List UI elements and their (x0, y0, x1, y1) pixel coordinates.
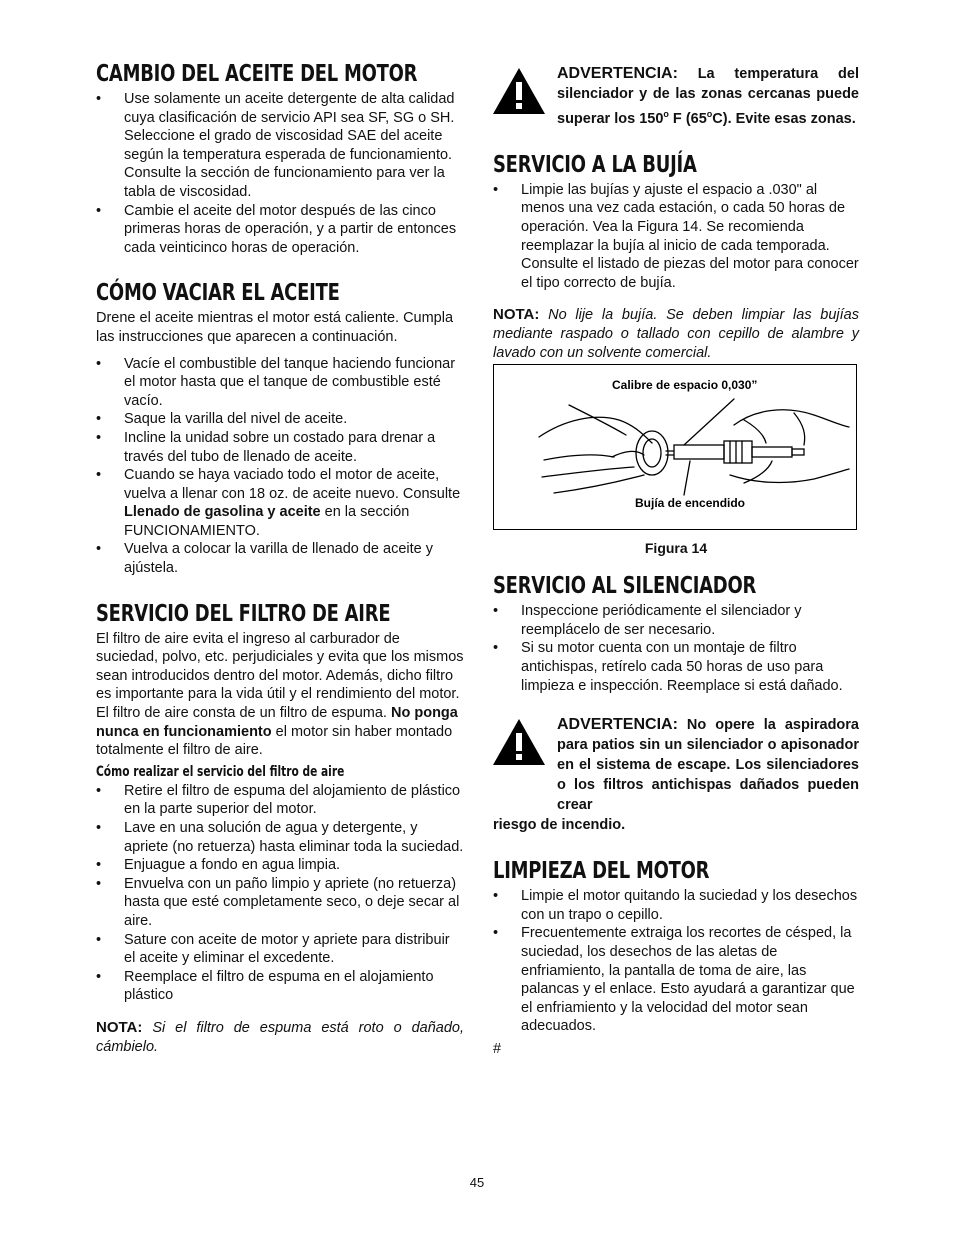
list-item: • Inspeccione periódicamente el silenciador y reemplácelo de ser necesario. (493, 602, 859, 639)
list-item: • Envuelva con un paño limpio y apriete (no retuerza) hasta que esté completamente seco, o deje secar al aire. (96, 875, 464, 931)
intro-text: el motor sin haber montado totalmente el filtro de aire. (96, 723, 453, 759)
muffler-list (493, 602, 859, 695)
subsection-title-air-filter-service: Cómo realizar el servicio del filtro de aire (96, 763, 345, 780)
warning-body: C). Evite esas zonas. (712, 110, 856, 127)
list-item: • Lave en una solución de agua y detergente, y apriete (no retuerza) hasta eliminar toda la suciedad. (96, 819, 464, 856)
degree-sup: o (663, 109, 669, 119)
section-title-spark-plug: SERVICIO A LA BUJÍA (493, 151, 697, 178)
warning-body: No opere la aspiradora para patios sin un silenciador o apisonador en el sistema de escape. Los silenciadores o los filtros antichispas dañados pueden crear (557, 717, 859, 814)
oil-change-list (96, 90, 464, 257)
section-title-engine-cleaning: LIMPIEZA DEL MOTOR (493, 858, 710, 885)
list-item: • Vuelva a colocar la varilla de llenado de aceite y ajústela. (96, 540, 464, 577)
list-item: • Limpie el motor quitando la suciedad y los desechos con un trapo o cepillo. (493, 887, 859, 924)
spark-plug-list (493, 181, 859, 293)
list-item: • Enjuague a fondo en agua limpia. (96, 856, 464, 875)
section-title-muffler: SERVICIO AL SILENCIADOR (493, 573, 757, 600)
drain-oil-list (96, 355, 464, 578)
hash-mark: # (493, 1040, 502, 1057)
degree-sup: o (706, 109, 713, 119)
warning-label: ADVERTENCIA: (557, 716, 678, 734)
note-label: NOTA: (493, 306, 540, 324)
warning-text (493, 715, 859, 815)
list-item (96, 466, 464, 540)
air-filter-note (96, 1019, 464, 1056)
list-item: • Reemplace el filtro de espuma en el alojamiento plástico (96, 968, 464, 1005)
list-item-text: Cuando se haya vaciado todo el motor de aceite, vuelva a llenar con 18 oz. de aceite nuevo. Consulte (124, 467, 461, 502)
spark-plug-gauge-illustration (494, 365, 856, 529)
list-item: • Si su motor cuenta con un montaje de filtro antichispas, retírelo cada 50 horas de uso para limpieza e inspección. Reemplace si está dañado. (493, 639, 859, 695)
warning-text (493, 64, 859, 129)
intro-text: El filtro de aire evita el ingreso al carburador de suciedad, polvo, etc. perjudiciales y evita que los mismos sean introducidos dentro del motor. Además, dicho filtro es importante para la vida útil y el rendimiento del motor. El filtro de aire consta de un filtro de espuma. (96, 630, 464, 722)
section-title-oil-change: CAMBIO DEL ACEITE DEL MOTOR (96, 61, 418, 87)
warning-muffler-fire (493, 715, 859, 835)
air-filter-list (96, 782, 464, 1005)
warning-body: F (65 (668, 110, 707, 127)
list-item: • Use solamente un aceite detergente de alta calidad cuya clasificación de servicio API sea SF, SG o SH. Seleccione el grado de viscosidad SAE del aceite según la temperatura esperada de funcionamiento. Consulte la sección de funcionamiento para ver la tabla de viscosidad. (96, 90, 464, 202)
note-text: No lije la bujía. Se deben limpiar las bujías mediante raspado o tallado con cepillo de alambre y lavado con un solvente comercial. (493, 307, 859, 361)
list-item: • Saque la varilla del nivel de aceite. (96, 410, 464, 429)
right-column (493, 64, 859, 1058)
spark-plug-note (493, 306, 859, 362)
list-item: • Limpie las bujías y ajuste el espacio a .030" al menos una vez cada estación, o cada 50 horas de operación. Vea la Figura 14. Se recomienda reemplazar la bujía al inicio de cada temporada. Consulte el listado de piezas del motor para conocer el tipo correcto de bujía. (493, 181, 859, 293)
figure-label-gauge: Calibre de espacio 0,030” (612, 378, 758, 393)
section-title-drain-oil: CÓMO VACIAR EL ACEITE (96, 280, 340, 307)
list-item-bold-text: Llenado de gasolina y aceite (124, 504, 321, 521)
drain-oil-intro: Drene el aceite mientras el motor está caliente. Cumpla las instrucciones que aparecen a continuación. (96, 310, 454, 345)
warning-triangle-icon (493, 68, 545, 114)
figure-caption: Figura 14 (644, 540, 708, 557)
list-item: • Retire el filtro de espuma del alojamiento de plástico en la parte superior del motor. (96, 782, 464, 819)
list-item: • Incline la unidad sobre un costado para drenar a través del tubo de llenado de aceite. (96, 429, 464, 466)
warning-label: ADVERTENCIA: (557, 65, 678, 82)
air-filter-intro (96, 630, 464, 760)
warning-muffler-heat (493, 64, 859, 129)
figure-label-spark-plug: Bujía de encendido (635, 496, 746, 511)
intro-bold-text: No ponga nunca en funcionamiento (96, 705, 458, 740)
page-number: 45 (469, 1175, 485, 1190)
figure-spark-plug-gap (493, 364, 857, 530)
list-item-text: en la sección FUNCIONAMIENTO. (124, 504, 410, 539)
section-title-air-filter: SERVICIO DEL FILTRO DE AIRE (96, 600, 391, 627)
list-item: • Sature con aceite de motor y apriete para distribuir el aceite y eliminar el excedente. (96, 931, 464, 968)
left-column (96, 58, 464, 1056)
list-item: • Vacíe el combustible del tanque haciendo funcionar el motor hasta que el tanque de combustible esté vacío. (96, 355, 464, 411)
list-item: • Frecuentemente extraiga los recortes de césped, la suciedad, los desechos de las aletas de enfriamiento, la pantalla de toma de aire, las palancas y el enlace. Esto ayudará a garantizar que el enfriamiento y la velocidad del motor sean adecuados. (493, 924, 859, 1036)
list-item: • Cambie el aceite del motor después de las cinco primeras horas de operación, y a partir de entonces cada veinticinco horas de operación. (96, 202, 464, 258)
warning-text-tail: riesgo de incendio. (493, 817, 626, 834)
warning-triangle-icon (493, 719, 545, 765)
warning-body: La temperatura del silenciador y de las zonas cercanas puede superar los 150 (557, 66, 859, 127)
note-label: NOTA: (96, 1018, 143, 1036)
note-text: Si el filtro de espuma está roto o dañado, cámbielo. (96, 1019, 465, 1055)
engine-cleaning-list (493, 887, 859, 1036)
